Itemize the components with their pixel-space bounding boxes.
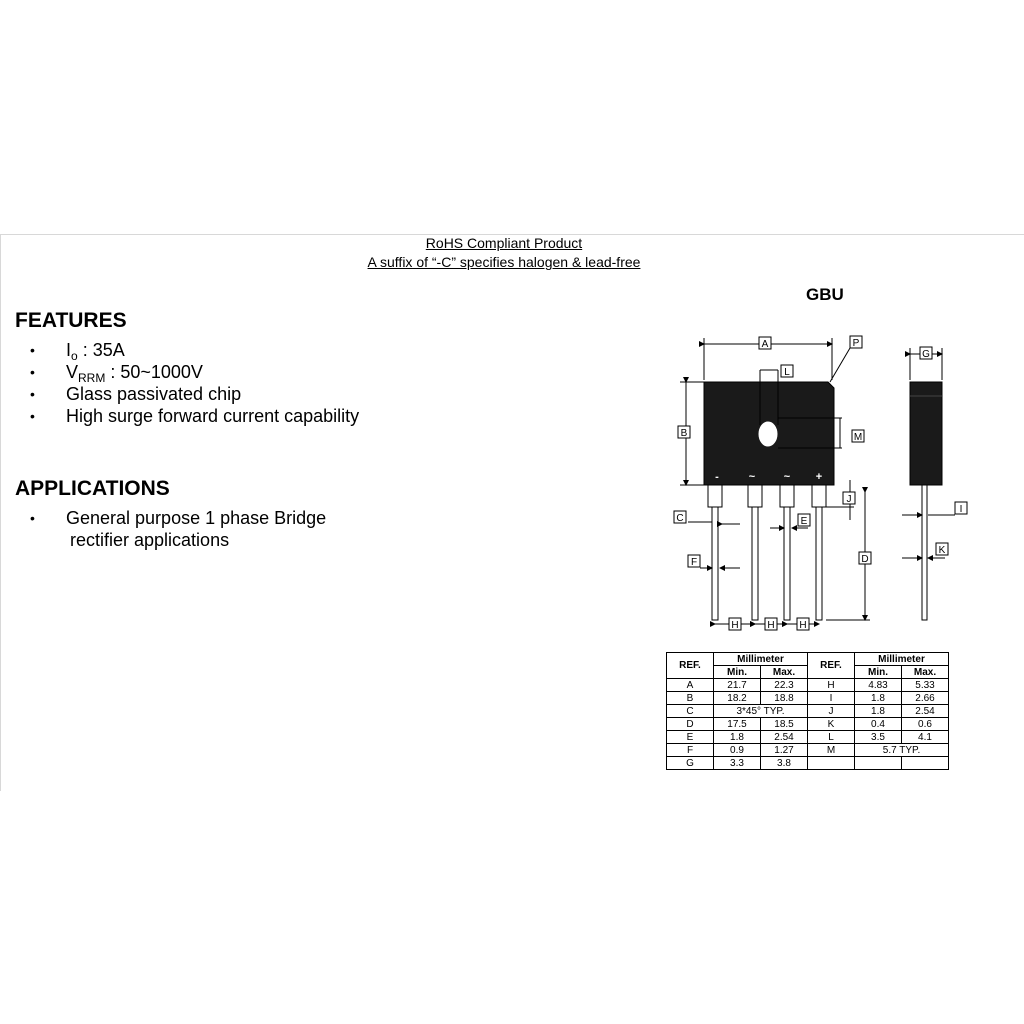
table-row — [667, 692, 949, 705]
ref-cell: D — [667, 718, 714, 731]
max-cell: 5.33 — [902, 679, 949, 692]
max-cell: 3.8 — [761, 757, 808, 770]
min-cell: 1.8 — [855, 705, 902, 718]
pin-label: + — [815, 471, 823, 483]
dim-label-b: B — [680, 428, 688, 439]
table-row — [667, 718, 949, 731]
table-row — [667, 705, 949, 718]
max-cell — [902, 757, 949, 770]
dimension-table — [666, 652, 949, 770]
min-cell: 18.2 — [714, 692, 761, 705]
max-cell: 4.1 — [902, 731, 949, 744]
dim-label-g: G — [922, 349, 930, 360]
pin-label: - — [715, 471, 719, 483]
min-cell: 3.3 — [714, 757, 761, 770]
max-cell: 22.3 — [761, 679, 808, 692]
dim-label-e: E — [800, 516, 808, 527]
dim-label-i: I — [959, 504, 963, 515]
ref-header: REF. — [667, 653, 714, 679]
ref-cell — [808, 757, 855, 770]
max-cell: 2.54 — [761, 731, 808, 744]
max-cell: 18.5 — [761, 718, 808, 731]
ref-cell: E — [667, 731, 714, 744]
min-cell: 1.8 — [855, 692, 902, 705]
ref-cell: I — [808, 692, 855, 705]
ref-cell: K — [808, 718, 855, 731]
bullet-icon: • — [30, 408, 35, 424]
max-header: Max. — [902, 666, 949, 679]
max-cell: 18.8 — [761, 692, 808, 705]
suffix-line: A suffix of “-C” specifies halogen & lead-free — [367, 254, 641, 270]
min-cell: 3.5 — [855, 731, 902, 744]
table-row — [667, 757, 949, 770]
bullet-icon: • — [30, 342, 35, 358]
applications-heading: APPLICATIONS — [15, 477, 170, 500]
feature-item: • $I_o$ : 35A — [30, 340, 125, 363]
dim-label-h: H — [767, 620, 775, 631]
min-cell: 1.8 — [714, 731, 761, 744]
unit-header: Millimeter — [714, 653, 808, 666]
ref-cell: C — [667, 705, 714, 718]
application-item: • General purpose 1 phase Bridge — [30, 508, 327, 528]
min-header: Min. — [714, 666, 761, 679]
min-cell: 21.7 — [714, 679, 761, 692]
feature-item: • Glass passivated chip — [30, 384, 242, 404]
bullet-icon: • — [30, 386, 35, 402]
max-cell: 0.6 — [902, 718, 949, 731]
feature-item: • $V_{RRM}$ : 50~1000V — [30, 362, 203, 385]
dim-label-p: P — [852, 338, 860, 349]
pin-label: ~ — [748, 471, 756, 483]
min-header: Min. — [855, 666, 902, 679]
rohs-line: RoHS Compliant Product — [425, 235, 583, 251]
bullet-icon: • — [30, 510, 35, 526]
features-heading: FEATURES — [15, 309, 127, 332]
min-cell: 17.5 — [714, 718, 761, 731]
min-cell: 4.83 — [855, 679, 902, 692]
span-cell: 5.7 TYP. — [855, 744, 949, 757]
dim-label-j: J — [846, 494, 852, 505]
min-cell: 0.9 — [714, 744, 761, 757]
dim-label-l: L — [784, 367, 790, 378]
applications-list — [30, 507, 326, 551]
ref-header: REF. — [808, 653, 855, 679]
feature-item: • High surge forward current capability — [30, 406, 360, 426]
table-row — [667, 679, 949, 692]
mounting-hole — [759, 422, 777, 446]
ref-cell: G — [667, 757, 714, 770]
ref-cell: L — [808, 731, 855, 744]
pin-label: ~ — [783, 471, 791, 483]
dim-label-m: M — [853, 432, 863, 443]
ref-cell: B — [667, 692, 714, 705]
ref-cell: M — [808, 744, 855, 757]
package-name: GBU — [806, 285, 844, 304]
max-header: Max. — [761, 666, 808, 679]
application-item-continued: rectifier applications — [70, 530, 230, 550]
dim-label-d: D — [861, 554, 869, 565]
table-row — [667, 744, 949, 757]
dim-label-a: A — [761, 339, 769, 350]
max-cell: 1.27 — [761, 744, 808, 757]
dim-label-k: K — [938, 545, 946, 556]
unit-header: Millimeter — [855, 653, 949, 666]
span-cell: 3*45° TYP. — [714, 705, 808, 718]
max-cell: 2.66 — [902, 692, 949, 705]
features-list — [30, 339, 359, 427]
dim-label-h: H — [799, 620, 807, 631]
dim-label-c: C — [676, 513, 684, 524]
bullet-icon: • — [30, 364, 35, 380]
dim-label-h: H — [731, 620, 739, 631]
table-row — [667, 731, 949, 744]
ref-cell: A — [667, 679, 714, 692]
min-cell — [855, 757, 902, 770]
ref-cell: H — [808, 679, 855, 692]
ref-cell: J — [808, 705, 855, 718]
dim-label-f: F — [690, 557, 698, 568]
max-cell: 2.54 — [902, 705, 949, 718]
package-outline-drawing — [660, 330, 990, 635]
ref-cell: F — [667, 744, 714, 757]
min-cell: 0.4 — [855, 718, 902, 731]
